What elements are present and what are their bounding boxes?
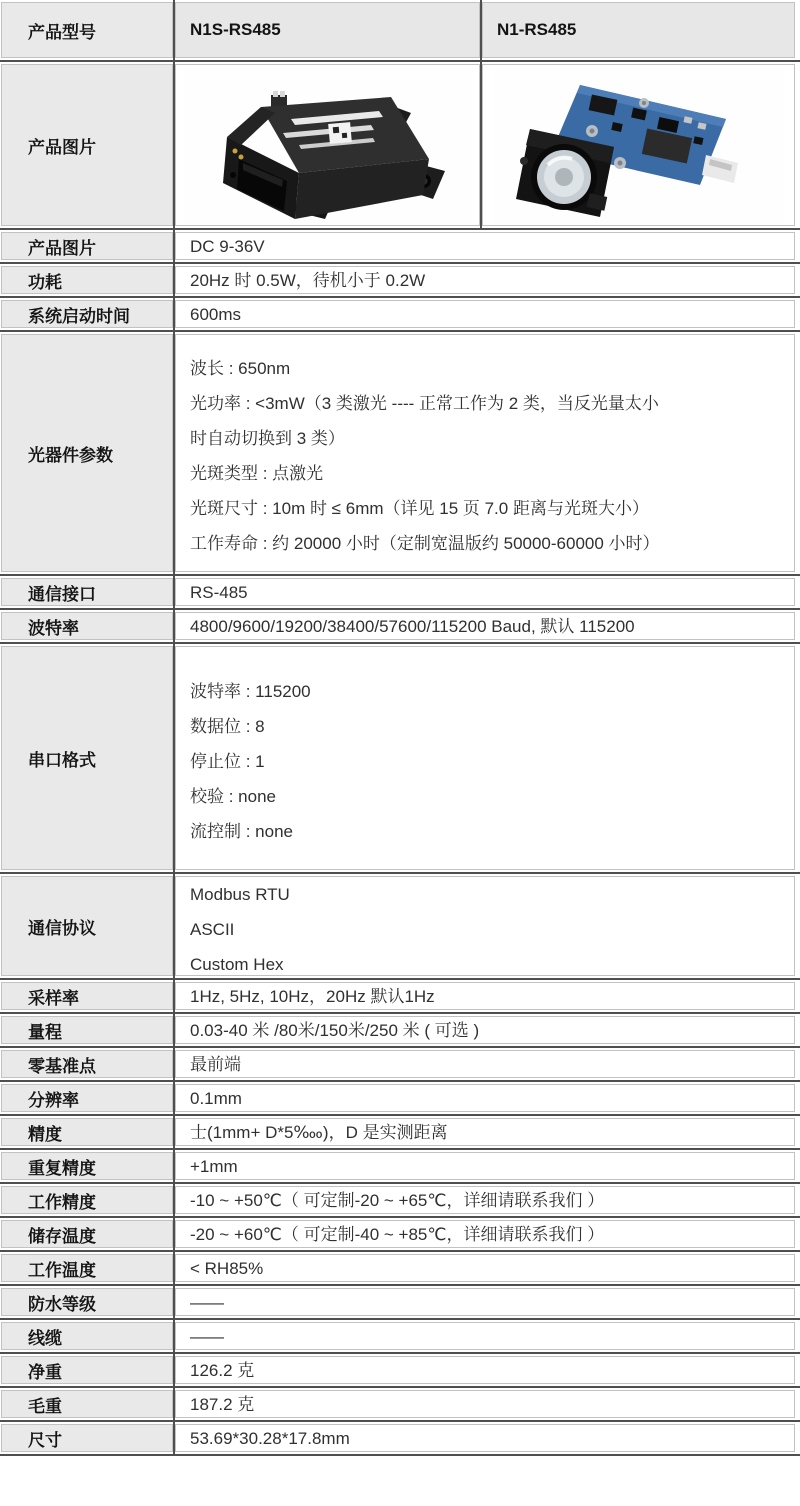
spec-value-text: 光斑尺寸 : 10m 时 ≤ 6mm（详见 15 页 7.0 距离与光斑大小）: [190, 499, 649, 518]
spec-value-text: 0.1mm: [190, 1088, 242, 1108]
table-row-storage-temp: [0, 1218, 800, 1252]
spec-value-text: -10 ~ +50℃（ 可定制-20 ~ +65℃，详细请联系我们 ）: [190, 1190, 605, 1210]
table-row-boot-time: [0, 298, 800, 332]
table-row-dimensions: [0, 1422, 800, 1456]
spec-label: 产品图片: [1, 232, 173, 260]
table-row-repeatability: [0, 1150, 800, 1184]
spec-value-text: 126.2 克: [190, 1360, 255, 1380]
spec-label: 产品型号: [1, 2, 173, 58]
spec-value: [175, 646, 795, 870]
spec-value: [175, 334, 795, 572]
table-row-net-weight: [0, 1354, 800, 1388]
spec-value: [175, 266, 795, 294]
spec-value-text: 600ms: [190, 304, 242, 324]
table-row-waterproof: [0, 1286, 800, 1320]
spec-value-text: 停止位 : 1: [190, 752, 265, 771]
spec-value: [175, 1424, 795, 1452]
spec-label: 通信协议: [1, 876, 173, 976]
spec-value-text: DC 9-36V: [190, 236, 265, 256]
spec-label: 功耗: [1, 266, 173, 294]
spec-label: 产品图片: [1, 64, 173, 226]
table-row-range: [0, 1014, 800, 1048]
spec-value-text: < RH85%: [190, 1258, 264, 1278]
spec-value-text: ——: [190, 1292, 224, 1312]
model-b-header: N1-RS485: [482, 2, 795, 58]
table-row-protocol: [0, 874, 800, 980]
spec-value: [175, 982, 795, 1010]
table-row-model: [0, 0, 800, 62]
spec-value: [175, 1356, 795, 1384]
n1-module-illustration: [494, 67, 784, 223]
table-row-cable: [0, 1320, 800, 1354]
spec-value-text: +1mm: [190, 1156, 238, 1176]
spec-value: [175, 1050, 795, 1078]
spec-label: 系统启动时间: [1, 300, 173, 328]
table-row-humidity: [0, 1252, 800, 1286]
n1s-module-illustration: [183, 67, 473, 223]
product-image-n1s: [175, 64, 480, 226]
spec-value-text: 最前端: [190, 1054, 241, 1074]
spec-value-text: 20Hz 时 0.5W，待机小于 0.2W: [190, 270, 426, 290]
spec-value: [175, 1390, 795, 1418]
spec-label: 工作温度: [1, 1254, 173, 1282]
spec-label: 净重: [1, 1356, 173, 1384]
table-row-accuracy: [0, 1116, 800, 1150]
spec-label: 储存温度: [1, 1220, 173, 1248]
table-row-working-temp: [0, 1184, 800, 1218]
spec-label: 通信接口: [1, 578, 173, 606]
table-row-gross-weight: [0, 1388, 800, 1422]
spec-label: 量程: [1, 1016, 173, 1044]
spec-label: 光器件参数: [1, 334, 173, 572]
table-row-power: [0, 264, 800, 298]
spec-value: [175, 1288, 795, 1316]
spec-value: [175, 612, 795, 640]
table-row-serial-format: [0, 644, 800, 874]
spec-value-text: 0.03-40 米 /80米/150米/250 米 ( 可选 ): [190, 1020, 480, 1040]
spec-value-text: RS-485: [190, 582, 248, 602]
spec-label: 串口格式: [1, 646, 173, 870]
spec-value-text: 187.2 克: [190, 1394, 255, 1414]
spec-label: 工作精度: [1, 1186, 173, 1214]
spec-label: 重复精度: [1, 1152, 173, 1180]
table-row-resolution: [0, 1082, 800, 1116]
spec-value-text: -20 ~ +60℃（ 可定制-40 ~ +85℃，详细请联系我们 ）: [190, 1224, 605, 1244]
spec-value-text: 流控制 : none: [190, 822, 293, 841]
spec-label: 毛重: [1, 1390, 173, 1418]
spec-value-text: 校验 : none: [190, 787, 276, 806]
spec-value: [175, 578, 795, 606]
spec-value: [175, 232, 795, 260]
spec-value-text: 波特率 : 115200: [190, 682, 311, 701]
spec-label: 分辨率: [1, 1084, 173, 1112]
spec-value-text: ASCII: [190, 920, 235, 939]
spec-label: 波特率: [1, 612, 173, 640]
spec-value-text: 4800/9600/19200/38400/57600/115200 Baud, 默认 115200: [190, 616, 635, 636]
spec-value-text: Custom Hex: [190, 955, 284, 974]
table-row-baud-rate: [0, 610, 800, 644]
spec-value: [175, 1118, 795, 1146]
spec-value: [175, 300, 795, 328]
spec-label: 零基准点: [1, 1050, 173, 1078]
spec-value: [175, 1220, 795, 1248]
spec-label: 防水等级: [1, 1288, 173, 1316]
spec-value: [175, 1152, 795, 1180]
bottom-margin: [0, 1456, 800, 1466]
spec-value-text: ——: [190, 1326, 224, 1346]
table-row-interface: [0, 576, 800, 610]
spec-value-text: 时自动切换到 3 类）: [190, 429, 345, 448]
table-row-voltage: [0, 230, 800, 264]
spec-value: [175, 1186, 795, 1214]
table-row-sample-rate: [0, 980, 800, 1014]
spec-value: [175, 1016, 795, 1044]
spec-label: 线缆: [1, 1322, 173, 1350]
spec-label: 采样率: [1, 982, 173, 1010]
spec-value-text: 53.69*30.28*17.8mm: [190, 1428, 350, 1448]
table-row-zero-datum: [0, 1048, 800, 1082]
spec-value-text: 1Hz, 5Hz, 10Hz，20Hz 默认1Hz: [190, 986, 435, 1006]
spec-value-text: 光斑类型 : 点激光: [190, 464, 324, 483]
table-row-images: [0, 62, 800, 230]
spec-value-text: 光功率 : <3mW（3 类激光 ---- 正常工作为 2 类，当反光量太小: [190, 394, 659, 413]
product-image-n1: [482, 64, 795, 226]
spec-value: [175, 1084, 795, 1112]
spec-value: [175, 876, 795, 976]
model-a-header: N1S-RS485: [175, 2, 480, 58]
spec-value-text: 数据位 : 8: [190, 717, 265, 736]
spec-value: [175, 1254, 795, 1282]
spec-label: 精度: [1, 1118, 173, 1146]
spec-label: 尺寸: [1, 1424, 173, 1452]
spec-value-text: 工作寿命 : 约 20000 小时（定制宽温版约 50000-60000 小时）: [190, 534, 660, 553]
spec-value-text: Modbus RTU: [190, 885, 290, 904]
spec-value: [175, 1322, 795, 1350]
table-row-optics: [0, 332, 800, 576]
spec-value-text: 波长 : 650nm: [190, 359, 291, 378]
spec-value-text: 士(1mm+ D*5‱)，D 是实测距离: [190, 1122, 448, 1142]
